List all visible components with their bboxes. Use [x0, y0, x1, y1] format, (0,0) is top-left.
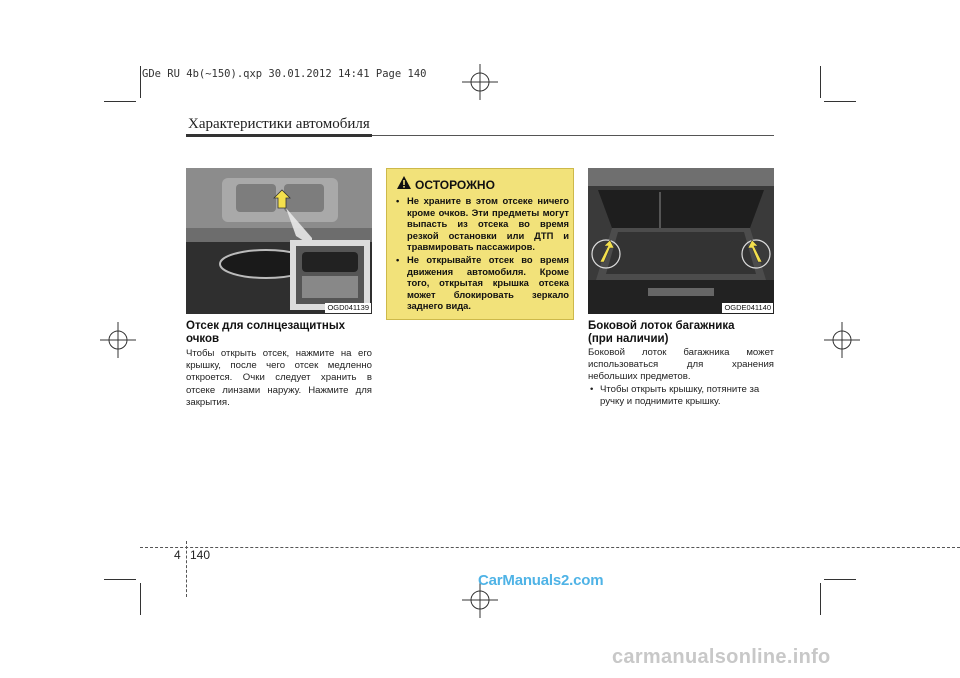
crop-mark — [820, 583, 821, 615]
crop-mark — [104, 579, 136, 580]
photo-code: OGD041139 — [327, 303, 369, 312]
section-title: Характеристики автомобиля — [188, 116, 370, 132]
instruction-list — [588, 384, 774, 408]
registration-mark-icon — [100, 322, 136, 358]
file-stamp: GDe RU 4b(~150).qxp 30.01.2012 14:41 Page 140 — [142, 68, 427, 80]
warning-item: • Не храните в этом отсеке ничего кроме очков. Эти предметы могут выпасть из отсека во время резкой остановки или ДТП и травмировать пассажиров. — [395, 195, 569, 253]
title-rule-accent — [186, 134, 372, 137]
luggage-tray-photo — [588, 168, 774, 314]
chapter-number: 4 — [174, 548, 181, 562]
crop-mark — [104, 101, 136, 102]
warning-box — [386, 168, 574, 320]
crop-mark — [140, 66, 141, 98]
subheading-line: очков — [186, 333, 220, 345]
crop-mark — [824, 579, 856, 580]
subheading-line: Боковой лоток багажника — [588, 320, 735, 332]
site-watermark: carmanualsonline.info — [612, 646, 831, 668]
subheading-line: (при наличии) — [588, 333, 669, 345]
photo-code: OGDE041140 — [724, 303, 771, 312]
crop-mark — [820, 66, 821, 98]
registration-mark-icon — [462, 64, 498, 100]
carmanuals-link[interactable]: CarManuals2.com — [478, 572, 604, 589]
luggage-tray-illustration — [588, 168, 774, 314]
body-paragraph: Чтобы открыть отсек, нажмите на его крышку, после чего отсек медленно откроется. Очки следует хранить в отсеке линзами наружу. Нажмите для закрытия. — [186, 348, 372, 408]
crop-mark — [140, 583, 141, 615]
footer-rule — [140, 547, 960, 548]
registration-mark-icon — [824, 322, 860, 358]
subheading — [588, 320, 774, 346]
crop-mark — [824, 101, 856, 102]
subheading — [186, 320, 372, 346]
sunglass-holder-photo — [186, 168, 372, 314]
sunglass-holder-illustration — [186, 168, 372, 314]
instruction-item: • Чтобы открыть крышку, потяните за ручку и поднимите крышку. — [588, 384, 774, 408]
page-number: 140 — [190, 548, 211, 562]
body-paragraph: Боковой лоток багажника может использоваться для хранения небольших предметов. — [588, 347, 774, 383]
warning-list — [395, 195, 569, 313]
warning-triangle-icon — [397, 176, 411, 189]
warning-title: ОСТОРОЖНО — [415, 178, 495, 192]
footer-divider — [186, 541, 187, 597]
warning-item: • Не открывайте отсек во время движения автомобиля. Кроме того, открытая крышка отсека может блокировать зеркало заднего вида. — [395, 254, 569, 312]
subheading-line: Отсек для солнцезащитных — [186, 320, 346, 332]
